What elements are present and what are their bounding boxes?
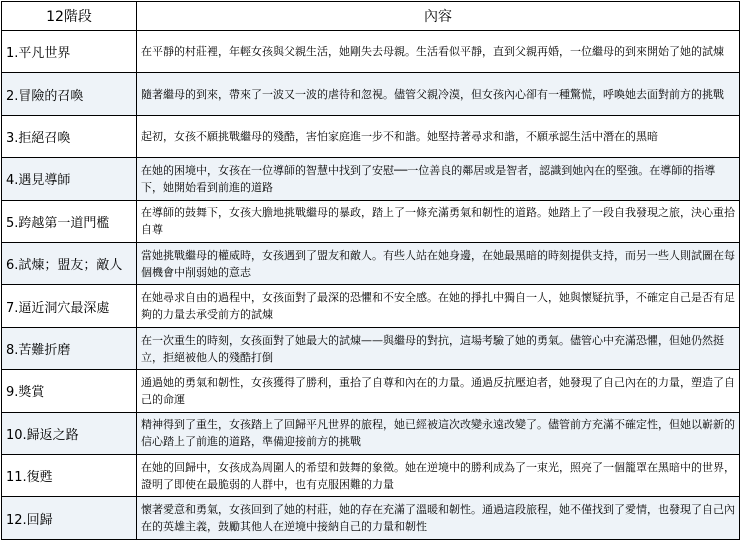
content-cell: 當她挑戰繼母的權威時，女孩遇到了盟友和敵人。有些人站在她身邊，在她最黑暗的時刻提供支持，而另一些人則試圖在每個機會中削弱她的意志 <box>137 243 740 285</box>
header-stage: 12階段 <box>2 2 137 31</box>
stage-cell: 12.回歸 <box>2 497 137 540</box>
content-cell: 在她的回歸中，女孩成為周圍人的希望和鼓舞的象徵。她在逆境中的勝利成為了一束光，照亮了一個籠罩在黑暗中的世界，證明了即使在最脆弱的人群中，也有克服困難的力量 <box>137 455 740 497</box>
table-row <box>2 327 740 369</box>
header-content: 內容 <box>137 2 740 31</box>
table-row <box>2 243 740 285</box>
stage-cell: 3.拒絕召喚 <box>2 115 137 157</box>
content-cell: 在她尋求自由的過程中，女孩面對了最深的恐懼和不安全感。在她的掙扎中獨自一人，她與懷疑抗爭，不確定自己是否有足夠的力量去承受前方的試煉 <box>137 285 740 327</box>
table-row <box>2 115 740 157</box>
table-row <box>2 285 740 327</box>
stage-cell: 2.冒險的召喚 <box>2 73 137 115</box>
content-cell: 通過她的勇氣和韌性，女孩獲得了勝利，重拾了自尊和內在的力量。通過反抗壓迫者，她發現了自己內在的力量，塑造了自己的命運 <box>137 370 740 412</box>
table-row <box>2 455 740 497</box>
content-cell: 在平靜的村莊裡，年輕女孩與父親生活，她剛失去母親。生活看似平靜，直到父親再婚，一位繼母的到來開始了她的試煉 <box>137 31 740 73</box>
stage-cell: 11.復甦 <box>2 455 137 497</box>
stage-cell: 5.跨越第一道門檻 <box>2 200 137 242</box>
table-row <box>2 497 740 540</box>
stage-cell: 10.歸返之路 <box>2 412 137 454</box>
header-row <box>2 2 740 31</box>
content-cell: 隨著繼母的到來，帶來了一波又一波的虐待和忽視。儘管父親冷漠，但女孩內心卻有一種驚慌，呼喚她去面對前方的挑戰 <box>137 73 740 115</box>
table-row <box>2 158 740 200</box>
table-row <box>2 412 740 454</box>
content-cell: 懷著愛意和勇氣，女孩回到了她的村莊，她的存在充滿了溫暖和韌性。通過這段旅程，她不僅找到了愛情，也發現了自己內在的英雄主義，鼓勵其他人在逆境中接納自己的力量和韌性 <box>137 497 740 540</box>
stage-cell: 7.逼近洞穴最深處 <box>2 285 137 327</box>
hero-journey-table-container <box>1 1 739 540</box>
hero-journey-table <box>1 1 740 540</box>
stage-cell: 9.獎賞 <box>2 370 137 412</box>
content-cell: 起初，女孩不願挑戰繼母的殘酷，害怕家庭進一步不和諧。她堅持著尋求和諧，不願承認生活中潛在的黑暗 <box>137 115 740 157</box>
stage-cell: 4.遇見導師 <box>2 158 137 200</box>
content-cell: 在一次重生的時刻，女孩面對了她最大的試煉——與繼母的對抗，這場考驗了她的勇氣。儘管心中充滿恐懼，但她仍然挺立，拒絕被他人的殘酷打倒 <box>137 327 740 369</box>
stage-cell: 6.試煉；盟友；敵人 <box>2 243 137 285</box>
content-cell: 在她的困境中，女孩在一位導師的智慧中找到了安慰──一位善良的鄰居或是智者，認識到她內在的堅強。在導師的指導下，她開始看到前進的道路 <box>137 158 740 200</box>
stage-cell: 1.平凡世界 <box>2 31 137 73</box>
content-cell: 精神得到了重生，女孩踏上了回歸平凡世界的旅程，她已經被這次改變永遠改變了。儘管前方充滿不確定性，但她以嶄新的信心踏上了前進的道路，準備迎接前方的挑戰 <box>137 412 740 454</box>
content-cell: 在導師的鼓舞下，女孩大膽地挑戰繼母的暴政，踏上了一條充滿勇氣和韌性的道路。她踏上了一段自我發現之旅，決心重拾自尊 <box>137 200 740 242</box>
stage-cell: 8.苦難折磨 <box>2 327 137 369</box>
table-row <box>2 200 740 242</box>
table-row <box>2 31 740 73</box>
table-row <box>2 370 740 412</box>
table-row <box>2 73 740 115</box>
